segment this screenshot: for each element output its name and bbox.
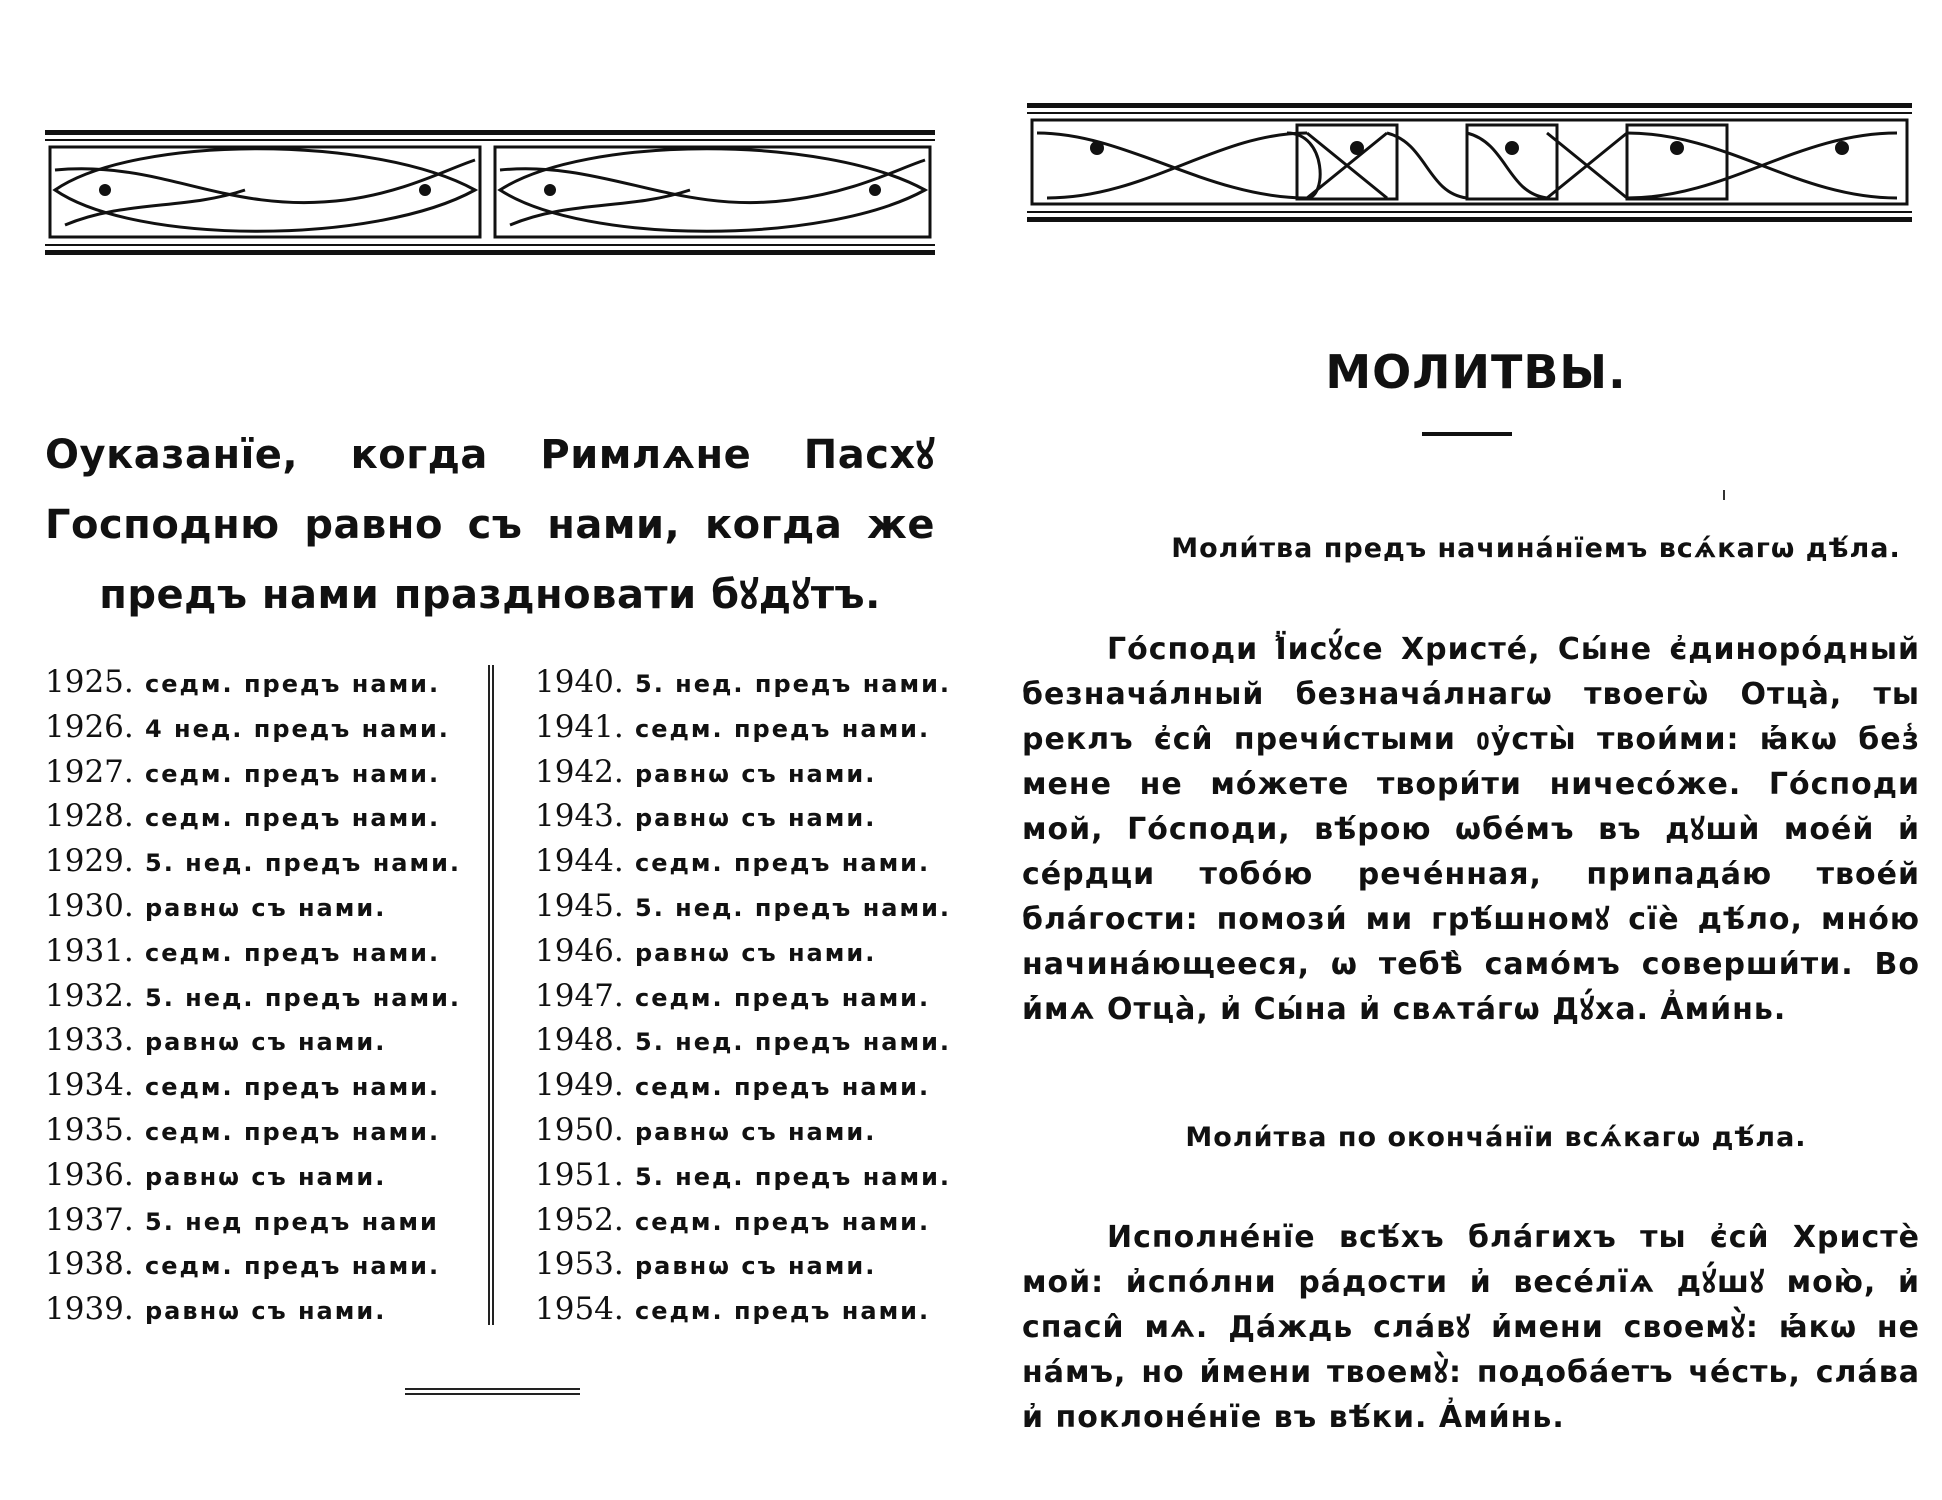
- year: 1938.: [45, 1246, 134, 1283]
- year: 1937.: [45, 1201, 134, 1238]
- table-row: [45, 839, 485, 884]
- year: 1949.: [535, 1067, 624, 1104]
- ornament-band-right: [1027, 103, 1912, 228]
- table-row: [45, 794, 485, 839]
- status: 5. нед предъ нами: [145, 1207, 439, 1236]
- year: 1950.: [535, 1111, 624, 1148]
- table-row: [45, 884, 485, 929]
- table-row: [535, 1018, 975, 1063]
- table-row: [45, 1153, 485, 1198]
- table-row: [45, 1198, 485, 1243]
- status: равнѡ съ нами.: [145, 1297, 387, 1326]
- year: 1939.: [45, 1291, 134, 1328]
- year: 1925.: [45, 664, 134, 700]
- right-page: [1010, 0, 1942, 1500]
- year: 1953.: [535, 1246, 624, 1283]
- status: равнѡ съ нами.: [635, 759, 877, 788]
- table-row: [535, 660, 975, 705]
- table-row: [45, 1018, 485, 1063]
- years-column-right: [535, 660, 975, 1332]
- table-row: [45, 660, 485, 705]
- table-row: [535, 1198, 975, 1243]
- table-row: [535, 1108, 975, 1153]
- status: седм. предъ нами.: [145, 804, 441, 833]
- year: 1942.: [535, 753, 624, 790]
- status: седм. предъ нами.: [635, 1207, 931, 1236]
- year: 1933.: [45, 1022, 134, 1059]
- year: 1928.: [45, 798, 134, 835]
- status: равнѡ съ нами.: [145, 1028, 387, 1057]
- year: 1929.: [45, 843, 134, 880]
- table-row: [45, 1287, 485, 1332]
- table-row: [535, 750, 975, 795]
- years-column-left: [45, 660, 485, 1332]
- page-title: МОЛИТВЫ.: [1325, 345, 1627, 399]
- table-row: [45, 1063, 485, 1108]
- table-row: [535, 794, 975, 839]
- year: 1936.: [45, 1156, 134, 1193]
- year: 1927.: [45, 753, 134, 790]
- prayer2-text: Исполне́нїе всѣ́хъ бла́гихъ ты є҆си̂ Христѐ мой: и҆спо́лни ра́дости и҆ весе́лїѧ дꙋ́шꙋ мою̀, и҆ спаси̂ мѧ. Да́ждь сла́вꙋ и҆́мени своемꙋ̀: ꙗ҆́кѡ не на́мъ, но и҆́мени твоемꙋ̀: подоба́етъ че́сть, сла́ва и҆ поклоне́нїе въ вѣ́ки. А҆ми́нь.: [1022, 1220, 1920, 1435]
- year: 1947.: [535, 977, 624, 1014]
- status: равнѡ съ нами.: [635, 1252, 877, 1281]
- year: 1954.: [535, 1291, 624, 1328]
- table-row: [45, 974, 485, 1019]
- status: седм. предъ нами.: [635, 849, 931, 878]
- status: седм. предъ нами.: [635, 1073, 931, 1102]
- status: седм. предъ нами.: [635, 714, 931, 743]
- table-row: [45, 750, 485, 795]
- table-row: [535, 1287, 975, 1332]
- print-mark: [1723, 490, 1725, 500]
- status: седм. предъ нами.: [145, 1117, 441, 1146]
- status: равнѡ съ нами.: [635, 804, 877, 833]
- status: равнѡ съ нами.: [635, 938, 877, 967]
- status: 5. нед. предъ нами.: [635, 893, 952, 922]
- year: 1940.: [535, 664, 624, 700]
- tables-heading: Оуказанїе, когда Римлѧне Пасхꙋ Господню равно съ нами, когда же предъ нами праздновати бꙋдꙋтъ.: [45, 432, 935, 618]
- table-row: [45, 929, 485, 974]
- prayer1-title: Моли́тва предъ начина́нїемъ всѧ́кагѡ дѣ́ла.: [1171, 533, 1901, 564]
- table-row: [535, 974, 975, 1019]
- table-row: [45, 1242, 485, 1287]
- status: седм. предъ нами.: [635, 1297, 931, 1326]
- status: равнѡ съ нами.: [635, 1117, 877, 1146]
- status: 5. нед. предъ нами.: [145, 849, 462, 878]
- year: 1934.: [45, 1067, 134, 1104]
- year: 1944.: [535, 843, 624, 880]
- table-row: [535, 1242, 975, 1287]
- title-underline: [1422, 432, 1512, 436]
- status: седм. предъ нами.: [145, 1252, 441, 1281]
- year: 1948.: [535, 1022, 624, 1059]
- year: 1935.: [45, 1111, 134, 1148]
- status: 5. нед. предъ нами.: [635, 670, 952, 698]
- ornament-band-left: [45, 130, 935, 255]
- table-row: [535, 929, 975, 974]
- year: 1932.: [45, 977, 134, 1014]
- status: 4 нед. предъ нами.: [145, 714, 450, 743]
- status: равнѡ съ нами.: [145, 893, 387, 922]
- prayer1-text: Го́споди Ї҆исꙋ́се Христе́, Сы́не є҆диноро́дный безнача́лный безнача́лнагѡ твоегѡ̀ Отца̀, ты рeклъ є҆си̂ пречи́стыми ᲂу҆сты̀ твои́ми: ꙗ҆́кѡ без̾ мене не мо́жете твори́ти ничесо́же. Го́споди мой, Го́споди, вѣ́рою ѡбе́мъ въ дꙋшѝ моéй и҆ се́рдци тобо́ю рече́нная, припада́ю твое́й бла́гости: помози́ ми грѣ́шномꙋ сїѐ дѣ́ло, мно́ю начина́ющееся, ѡ тебѣ̀ само́мъ соверши́ти. Во и҆́мѧ Отца̀, и҆ Сы́на и҆ свѧта́гѡ Дꙋ́ха. А҆ми́нь.: [1022, 632, 1920, 1027]
- year: 1952.: [535, 1201, 624, 1238]
- status: 5. нед. предъ нами.: [635, 1162, 952, 1191]
- status: седм. предъ нами.: [145, 938, 441, 967]
- table-row: [535, 839, 975, 884]
- year: 1951.: [535, 1156, 624, 1193]
- year: 1931.: [45, 932, 134, 969]
- prayer2-title: Моли́тва по оконча́нїи всѧ́кагѡ дѣ́ла.: [1185, 1122, 1807, 1153]
- year: 1930.: [45, 887, 134, 924]
- year: 1941.: [535, 708, 624, 745]
- status: седм. предъ нами.: [145, 1073, 441, 1102]
- status: 5. нед. предъ нами.: [145, 983, 462, 1012]
- status: седм. предъ нами.: [635, 983, 931, 1012]
- table-row: [535, 1063, 975, 1108]
- table-row: [535, 1153, 975, 1198]
- year: 1946.: [535, 932, 624, 969]
- status: седм. предъ нами.: [145, 759, 441, 788]
- status: 5. нед. предъ нами.: [635, 1028, 952, 1057]
- status: седм. предъ нами.: [145, 670, 441, 698]
- table-row: [535, 705, 975, 750]
- year: 1945.: [535, 887, 624, 924]
- status: равнѡ съ нами.: [145, 1162, 387, 1191]
- table-row: [45, 705, 485, 750]
- table-row: [45, 1108, 485, 1153]
- end-rule: [405, 1388, 580, 1395]
- year: 1943.: [535, 798, 624, 835]
- year: 1926.: [45, 708, 134, 745]
- ornament-band-left-graphic: [45, 130, 935, 255]
- column-divider: [488, 665, 494, 1325]
- ornament-band-right-graphic: [1027, 103, 1912, 228]
- table-row: [535, 884, 975, 929]
